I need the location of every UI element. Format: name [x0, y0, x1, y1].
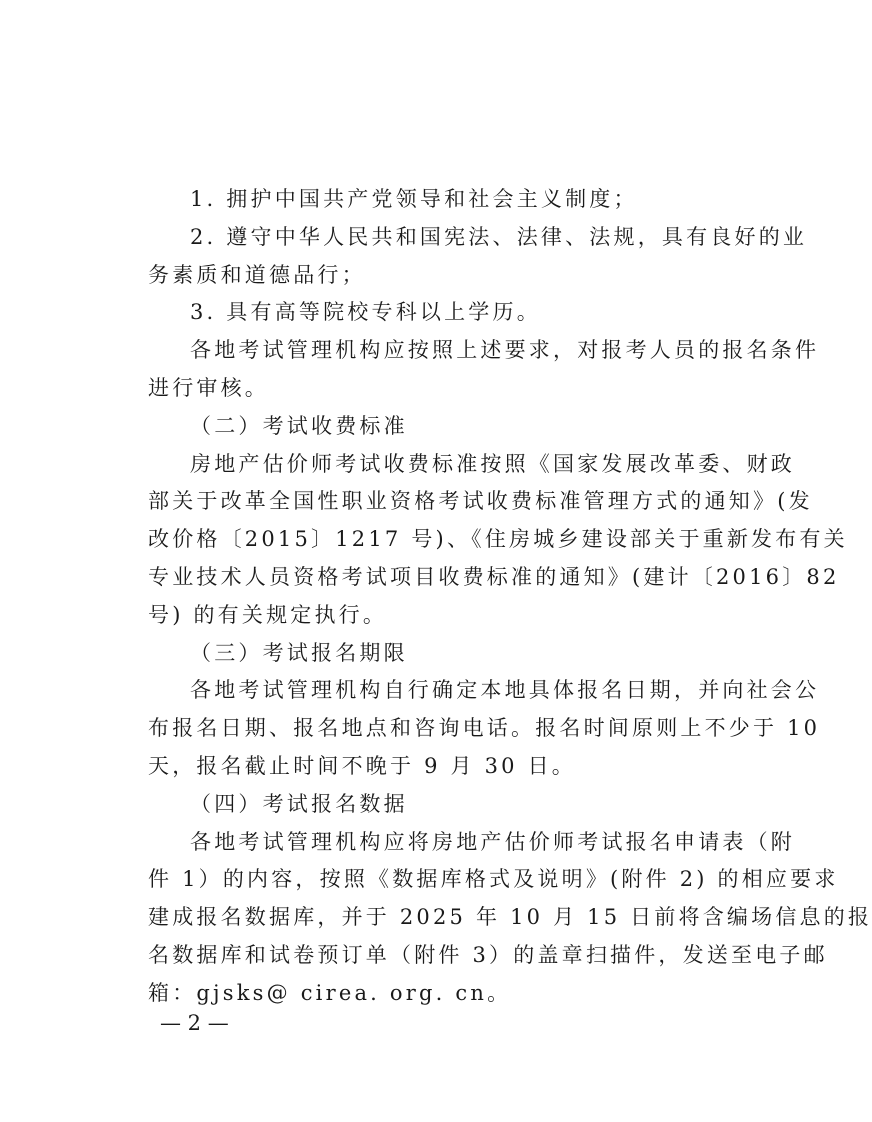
condition-2-line-1: 2. 遵守中华人民共和国宪法、法律、法规，具有良好的业	[190, 225, 808, 249]
section-heading-period: （三）考试报名期限	[190, 641, 408, 665]
review-paragraph-line-1: 各地考试管理机构应按照上述要求，对报考人员的报名条件	[190, 338, 820, 362]
data-paragraph-line-2: 件 1）的内容，按照《数据库格式及说明》(附件 2) 的相应要求	[148, 867, 839, 891]
condition-3: 3. 具有高等院校专科以上学历。	[190, 300, 541, 324]
period-paragraph-line-1: 各地考试管理机构自行确定本地具体报名日期，并向社会公	[190, 678, 820, 702]
fees-paragraph-line-3: 改价格〔2015〕1217 号)、《住房城乡建设部关于重新发布有关	[148, 527, 848, 551]
data-paragraph-line-4: 名数据库和试卷预订单（附件 3）的盖章扫描件，发送至电子邮	[148, 943, 828, 967]
section-heading-fees: （二）考试收费标准	[190, 414, 408, 438]
data-paragraph-line-3: 建成报名数据库，并于 2025 年 10 月 15 日前将含编场信息的报	[148, 905, 872, 929]
condition-2-line-2: 务素质和道德品行；	[148, 263, 366, 287]
fees-paragraph-line-2: 部关于改革全国性职业资格考试收费标准管理方式的通知》(发	[148, 489, 813, 513]
section-heading-data: （四）考试报名数据	[190, 792, 408, 816]
fees-paragraph-line-4: 专业技术人员资格考试项目收费标准的通知》(建计〔2016〕82	[148, 565, 840, 589]
data-paragraph-line-1: 各地考试管理机构应将房地产估价师考试报名申请表（附	[190, 830, 795, 854]
period-paragraph-line-3: 天，报名截止时间不晚于 9 月 30 日。	[148, 754, 576, 778]
data-paragraph-line-5: 箱：gjsks@ cirea. org. cn。	[148, 981, 512, 1005]
fees-paragraph-line-5: 号) 的有关规定执行。	[148, 603, 388, 627]
page-number: — 2 —	[160, 1011, 229, 1035]
review-paragraph-line-2: 进行审核。	[148, 376, 269, 400]
condition-1: 1. 拥护中国共产党领导和社会主义制度；	[190, 187, 638, 211]
fees-paragraph-line-1: 房地产估价师考试收费标准按照《国家发展改革委、财政	[190, 452, 795, 476]
period-paragraph-line-2: 布报名日期、报名地点和咨询电话。报名时间原则上不少于 10	[148, 716, 821, 740]
